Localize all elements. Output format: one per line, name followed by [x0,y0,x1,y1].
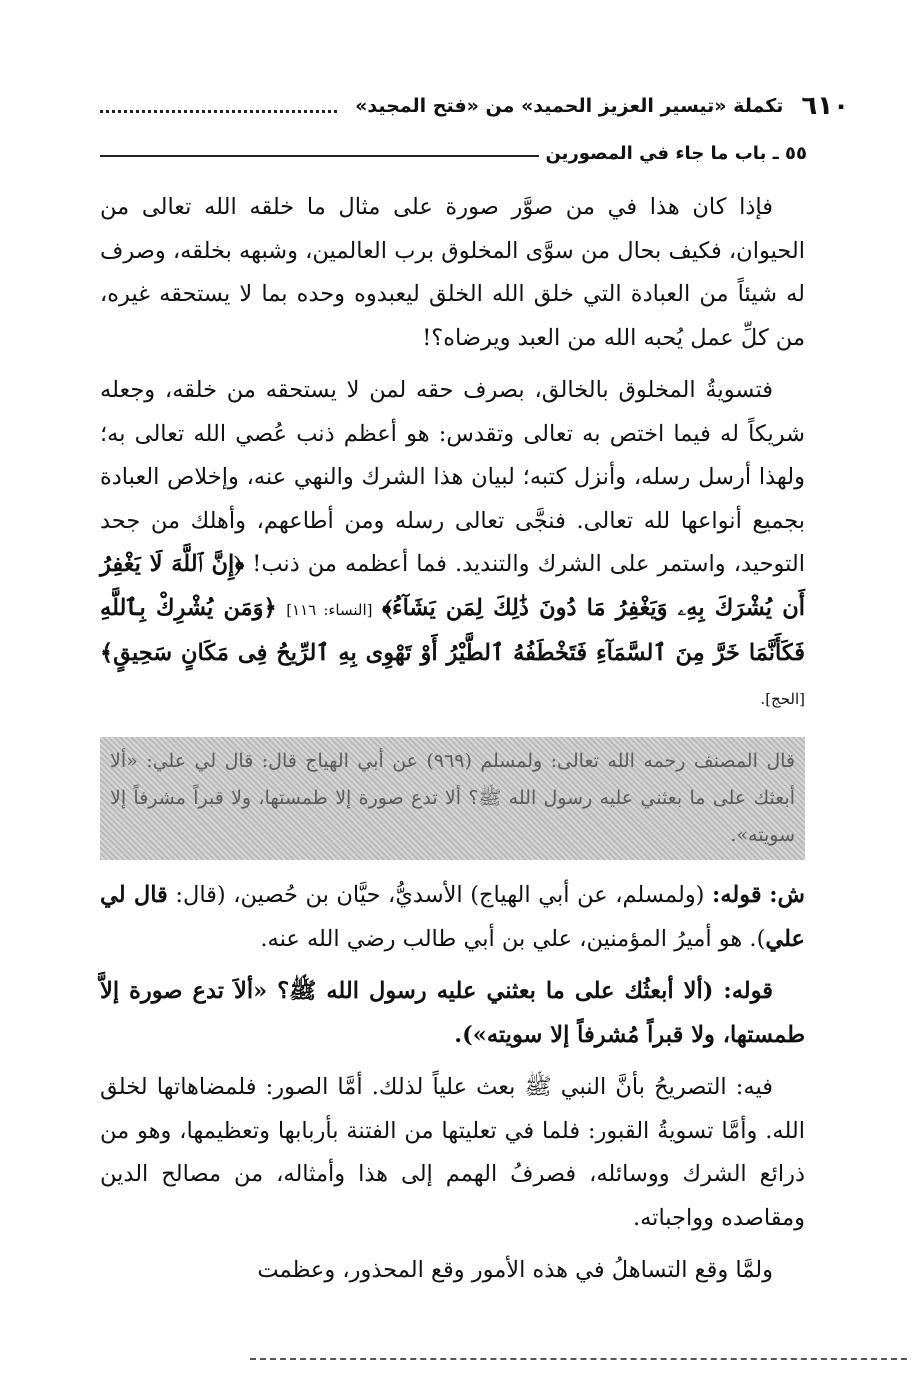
paragraph-6: ولمَّا وقع التساهلُ في هذه الأمور وقع المحذور، وعظمت [257,1257,773,1283]
running-head [100,86,849,126]
paragraph-3 [100,874,805,961]
paragraph-5: فيه: التصريحُ بأنَّ النبي ﷺ بعث علياً لذلك. أمَّا الصور: فلمضاهاتها لخلق الله. وأمَّا تسويةُ القبور: فلما في تعليتها من الفتنة بأربابها وتعظيمها، وهو من ذرائع الشرك ووسائله، فصرفُ الهمم إلى هذا وأمثاله، من مصالح الدين ومقاصده وواجباته. [100,1074,805,1231]
paragraph-3-bold: قال لي علي [100,882,805,952]
paragraph-3-text-2: ). هو أميرُ المؤمنين، علي بن أبي طالب رضي الله عنه. [260,925,766,952]
commentary-marker: ش: [769,882,805,908]
paragraph-4-text: (ألا أبعثُك على ما بعثني عليه رسول الله ﷺ؟ «ألاَ تدع صورة إلاَّ طمستها، ولا قبراً مُشرفاً إلا سويته»). [100,978,805,1048]
chapter-heading [100,138,807,168]
paragraph-4-lead: قوله: [723,978,773,1004]
chapter-title: ٥٥ ـ باب ما جاء في المصورين [545,142,807,164]
paragraph-1: فإذا كان هذا في من صوَّر صورة على مثال ما خلقه الله تعالى من الحيوان، فكيف بحال من سوَّى المخلوق برب العالمين، وشبهه بخلقه، وصرف له شيئاً من العبادة التي خلق الله الخلق ليعبدوه وحده بما لا يستحقه غيره، من كلِّ عمل يُحبه الله من العبد ويرضاه؟! [100,194,805,351]
paragraph-2 [100,369,805,721]
paragraph-4 [100,970,805,1057]
quran-verse-1: ﴿إِنَّ ٱللَّهَ لَا يَغْفِرُ أَن يُشْرَكَ بِهِۦ وَيَغْفِرُ مَا دُونَ ذَٰلِكَ لِمَن يَشَآءُ﴾ [100,551,805,621]
verse-2-reference: [الحج]. [760,689,805,708]
page-number: ٦١٠ [801,91,849,121]
hadith-box: قال المصنف رحمه الله تعالى: ولمسلم (٩٦٩) عن أبي الهياج قال: قال لي علي: «ألا أبعثك على ما بعثني عليه رسول الله ﷺ؟ ألا تدع صورة إلا طمستها، ولا قبراً مشرفاً إلا سويته». [100,737,805,860]
verse-1-reference: [النساء: ١١٦] [286,600,373,619]
paragraph-3-lead: قوله: [712,882,762,908]
chapter-rule [100,155,539,157]
dotted-leader [100,110,337,113]
quran-verse-2: ﴿وَمَن يُشْرِكْ بِٱللَّهِ فَكَأَنَّمَا خَرَّ مِنَ ٱلسَّمَآءِ فَتَخْطَفُهُ ٱلطَّيْرُ أَوْ تَهْوِى بِهِ ٱلرِّيحُ فِى مَكَانٍ سَحِيقٍ﴾ [100,594,805,666]
paragraph-3-text-1: (ولمسلم، عن أبي الهياج) الأسديُّ، حيَّان بن حُصين، (قال: [167,882,713,908]
paragraph-2-text: فتسويةُ المخلوق بالخالق، بصرف حقه لمن لا يستحقه من خلقه، وجعله شريكاً له فيما اختص به تعالى وتقدس: هو أعظم ذنب عُصي الله تعالى به؛ ولهذا أرسل رسله، وأنزل كتبه؛ لبيان هذا الشرك والنهي عنه، وإخلاص العبادة بجميع أنواعها لله تعالى. فنجَّى تعالى رسله ومن أطاعهم، وأهلك من جحد التوحيد، واستمر على الشرك والتنديد. فما أعظمه من ذنب! [100,377,805,577]
body-text [100,186,805,1302]
book-title: تكملة «تيسير العزيز الحميد» من «فتح المجيد» [355,95,784,117]
footer-rule [250,1358,907,1360]
